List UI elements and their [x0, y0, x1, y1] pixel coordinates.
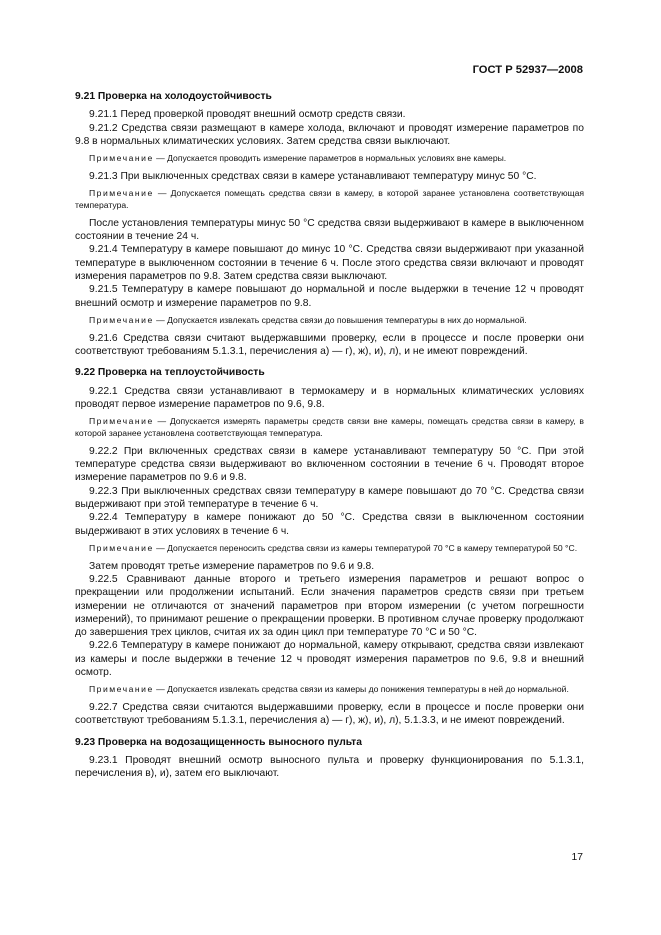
paragraph-text: 9.21.1 Перед проверкой проводят внешний осмотр средств связи. — [89, 109, 406, 121]
note-dash: — — [156, 153, 165, 164]
section-heading-9-22: 9.22 Проверка на теплоустойчивость — [75, 367, 265, 379]
document-code: ГОСТ Р 52937—2008 — [472, 64, 583, 76]
page-number: 17 — [571, 852, 583, 863]
paragraph: После установления температуры минус 50 °С средства связи выдерживают в камере в выключенном состоянии в течение 24 ч. — [75, 217, 584, 243]
paragraph: 9.22.5 Сравнивают данные второго и третьего измерения параметров и решают вопрос о прекращении или продолжении испытаний. Если значения параметров средств связи при третьем измерении не отличаются от значений параметров при втором измерении (с учетом погрешности измерений), то принимают решение о прекращении проверки. В противном случае проверку продолжают до завершения трех циклов, считая их за один цикл при температуре 70 °С и 50 °С. — [75, 574, 584, 639]
paragraph: 9.21.5 Температуру в камере повышают до нормальной и после выдержки в течение 12 ч проводят внешний осмотр и измерение параметров по 9.8. — [75, 284, 584, 309]
note-label: Примечание — [89, 153, 154, 164]
paragraph: 9.22.3 При выключенных средствах связи температуру в камере повышают до 70 °С. Средства связи выдерживают при этой температуре в течение 6 ч. — [75, 485, 584, 511]
note — [75, 543, 584, 555]
note-dash: — — [156, 314, 165, 325]
note-text: Допускается переносить средства связи из камеры температурой 70 °С в камеру температурой 50 °С. — [167, 542, 578, 553]
paragraph: 9.22.7 Средства связи считаются выдержавшими проверку, если в процессе и после проверки они соответствуют требованиям 5.1.3.1, перечисления а) — г), ж), и), л), 5.1.3.3, и не имеют повреждений. — [75, 702, 584, 727]
note-text: Допускается проводить измерение параметров в нормальных условиях вне камеры. — [167, 153, 507, 164]
note-label: Примечание — [89, 314, 154, 325]
note — [75, 416, 584, 440]
note — [75, 315, 584, 327]
section-heading-9-21: 9.21 Проверка на холодоустойчивость — [75, 91, 272, 102]
note-dash: — — [157, 188, 167, 199]
paragraph: 9.22.6 Температуру в камере понижают до нормальной, камеру открывают, средства связи извлекают из камеры и после выдержки в течение 12 ч проводят измерения параметров по 9.6, 9.8 и внешний осмотр. — [75, 640, 584, 679]
section-heading-9-23: 9.23 Проверка на водозащищенность выносного пульта — [75, 736, 362, 748]
paragraph — [75, 108, 584, 121]
note-dash: — — [156, 684, 165, 695]
paragraph: 9.22.2 При включенных средствах связи в камере устанавливают температуру 50 °С. При этой температуре средства связи выдерживают во включенном состоянии в течение 6 ч. Проводят второе измерение параметров по 9.6 и 9.8. — [75, 445, 584, 484]
note-label: Примечание — [89, 542, 154, 553]
note — [75, 684, 584, 696]
paragraph: 9.23.1 Проводят внешний осмотр выносного пульта и проверку функционирования по 5.1.3.1, перечисления в), и), затем его выключают. — [75, 755, 584, 780]
paragraph: 9.21.2 Средства связи размещают в камере холода, включают и проводят измерение параметров по 9.8 в нормальных климатических условиях. Затем средства связи выключают. — [75, 122, 584, 147]
paragraph: 9.22.4 Температуру в камере понижают до 50 °С. Средства связи в выключенном состоянии выдерживают в этих условиях в течение 6 ч. — [75, 512, 584, 537]
note-text: Допускается измерять параметры средств связи вне камеры, помещать средства связи в камеру, в которой заранее установлена соответствующая температура. — [75, 416, 584, 439]
page-body — [75, 90, 584, 781]
note-text: Допускается помещать средства связи в камеру, в которой заранее установлена соответствующая температура. — [75, 188, 585, 211]
note — [75, 153, 584, 165]
note-label: Примечание — [89, 416, 154, 427]
note-text: Допускается извлекать средства связи из камеры до понижения температуры в ней до нормальной. — [167, 684, 569, 695]
paragraph: 9.22.1 Средства связи устанавливают в термокамеру и в нормальных климатических условиях проводят первое измерение параметров по 9.6, 9.8. — [75, 385, 584, 410]
paragraph: Затем проводят третье измерение параметров по 9.6 и 9.8. — [89, 560, 375, 572]
note-dash: — — [157, 416, 167, 427]
note-dash: — — [156, 542, 165, 553]
paragraph: 9.21.6 Средства связи считают выдержавшими проверку, если в процессе и после проверки они соответствуют требованиям 5.1.3.1, перечисления а) — г), ж), и), л), и не имеют повреждений. — [75, 332, 584, 358]
note-label: Примечание — [89, 684, 154, 695]
paragraph: 9.21.3 При выключенных средствах связи в камере устанавливают температуру минус 50 °С. — [89, 170, 537, 182]
note-text: Допускается извлекать средства связи до повышения температуры в них до нормальной. — [167, 314, 527, 325]
note-label: Примечание — [89, 188, 154, 199]
note — [75, 188, 584, 212]
paragraph: 9.21.4 Температуру в камере повышают до минус 10 °С. Средства связи выдерживают при указанной температуре в выключенном состоянии в течение 6 ч. После этого средства связи включают и проводят измерения параметров по 9.8. Затем средства связи выключают. — [75, 244, 584, 283]
